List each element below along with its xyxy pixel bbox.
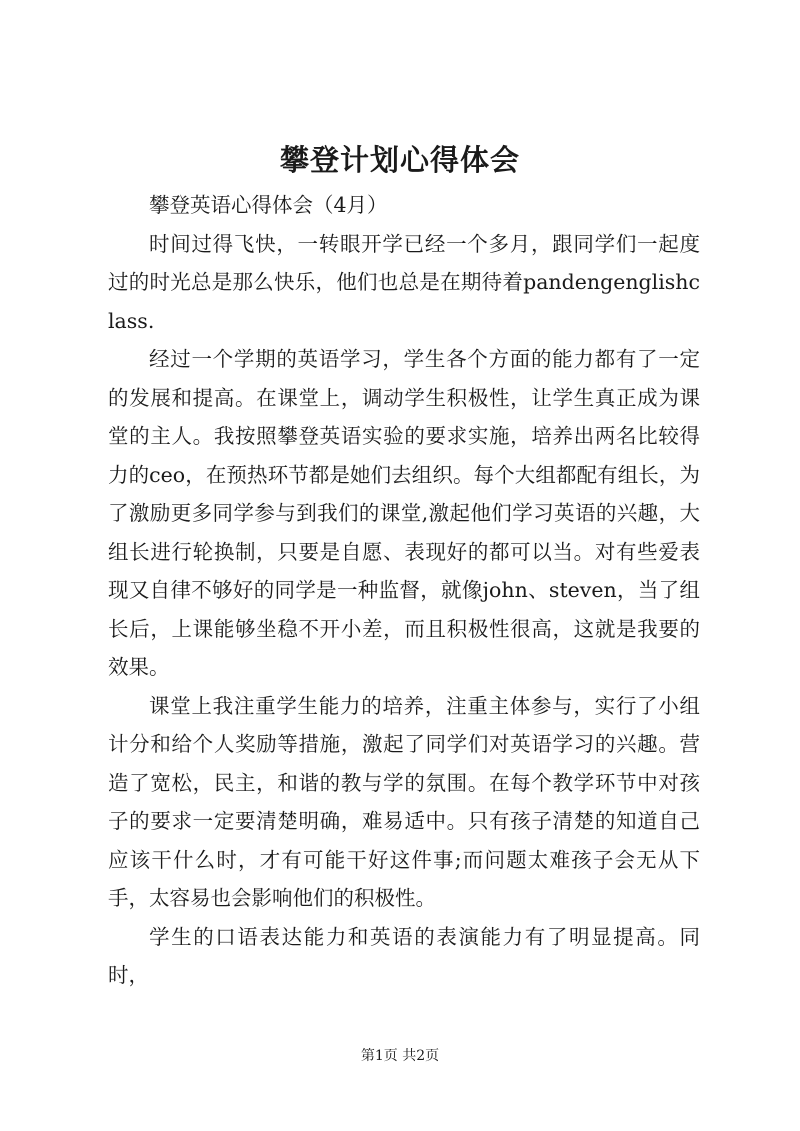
document-title: 攀登计划心得体会 xyxy=(279,143,520,177)
document-body xyxy=(108,186,700,995)
body-paragraph: 时间过得飞快，一转眼开学已经一个多月，跟同学们一起度过的时光总是那么快乐，他们也总是在期待着pandengenglishclass. xyxy=(108,231,700,333)
body-paragraph: 课堂上我注重学生能力的培养，注重主体参与，实行了小组计分和给个人奖励等措施，激起了同学们对英语学习的兴趣。营造了宽松，民主，和谐的教与学的氛围。在每个教学环节中对孩子的要求一定要清楚明确，难易适中。只有孩子清楚的知道自己应该干什么时，才有可能干好这件事;而问题太难孩子会无从下手，太容易也会影响他们的积极性。 xyxy=(108,693,700,910)
subtitle-paragraph: 攀登英语心得体会（4月） xyxy=(149,193,388,217)
body-paragraph: 经过一个学期的英语学习，学生各个方面的能力都有了一定的发展和提高。在课堂上，调动学生积极性，让学生真正成为课堂的主人。我按照攀登英语实验的要求实施，培养出两名比较得力的ceo，在预热环节都是她们去组织。每个大组都配有组长，为了激励更多同学参与到我们的课堂,激起他们学习英语的兴趣，大组长进行轮换制，只要是自愿、表现好的都可以当。对有些爱表现又自律不够好的同学是一种监督，就像john、steven，当了组长后，上课能够坐稳不开小差，而且积极性很高，这就是我要的效果。 xyxy=(108,347,700,679)
body-paragraph: 学生的口语表达能力和英语的表演能力有了明显提高。同时， xyxy=(108,924,700,987)
page-footer: 第1页 共2页 xyxy=(360,1048,440,1064)
